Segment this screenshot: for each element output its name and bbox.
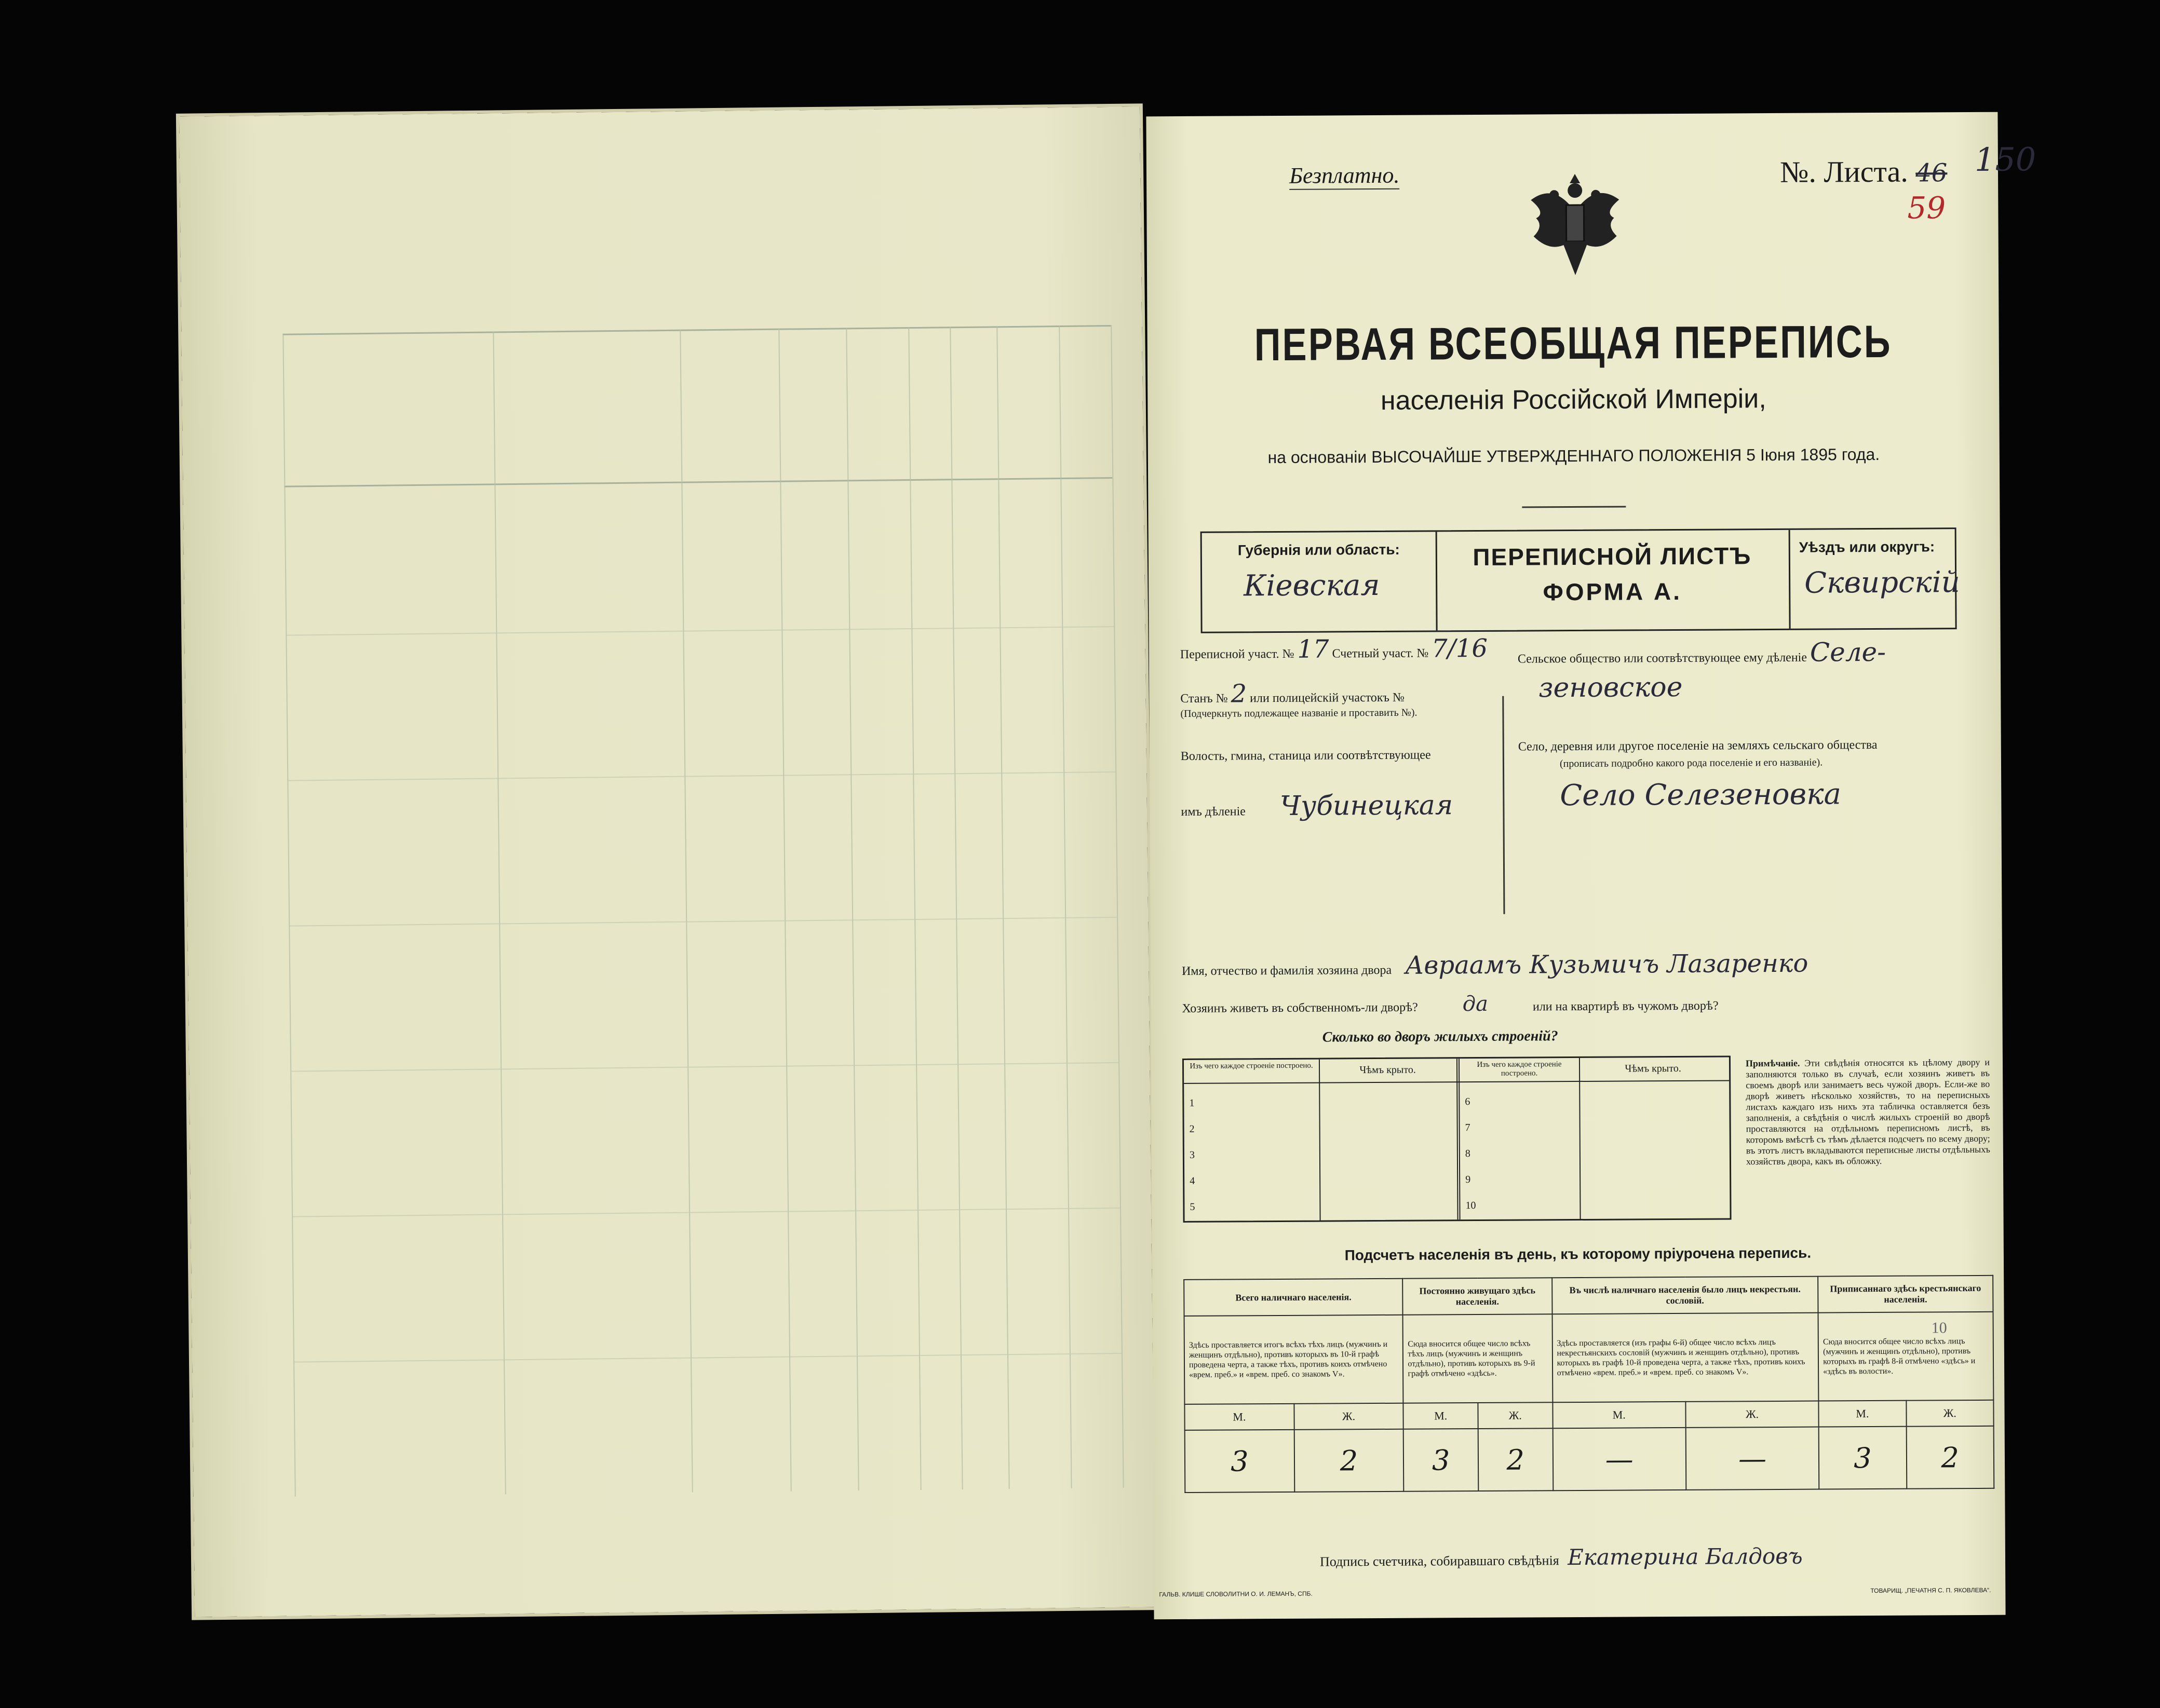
row-number: 3 [1189, 1149, 1195, 1161]
row-number: 6 [1465, 1096, 1470, 1108]
residence-line [1182, 991, 1718, 1018]
male-label: М. [1819, 1401, 1907, 1427]
lives-value: да [1462, 992, 1489, 1016]
faded-row-line [292, 1208, 1120, 1217]
uezd-label: Уѣздъ или округъ: [1799, 538, 1935, 555]
row-number: 1 [1189, 1097, 1195, 1109]
buildings-rows-right [1465, 1089, 1476, 1218]
printer-left: ГАЛЬВ. КЛИШЕ СЛОВОЛИТНИ О. И. ЛЕМАНЪ, СПБ. [1159, 1590, 1313, 1598]
signature-line [1320, 1543, 1803, 1571]
selo-note: (прописать подробно какого рода поселеніе и его названіе). [1559, 756, 1823, 770]
uezd-value: Сквирскій [1804, 565, 1960, 600]
owner-value: Авраамъ Кузьмичъ Лазаренко [1405, 948, 1808, 980]
right-page [1146, 112, 2036, 1620]
note-label: Примѣчаніе. [1745, 1058, 1800, 1069]
count-desc: Сюда вносится общее число всѣхъ тѣхъ лицъ (мужчинъ и женщинъ отдѣльно), противъ которыхъ въ 9-й графѣ отмѣчено «здѣсь». [1403, 1314, 1553, 1403]
count-head: Въ числѣ наличнаго населенія было лицъ некрестьян. сословій. [1552, 1277, 1818, 1314]
buildings-head-material: Изъ чего каждое строеніе построено. [1190, 1061, 1313, 1070]
male-label: М. [1184, 1404, 1294, 1430]
owner-line [1182, 949, 1808, 981]
count-value: 2 [1906, 1426, 1994, 1489]
perepisnoi-uchast-value: 17 [1297, 634, 1329, 664]
male-label: М. [1553, 1402, 1686, 1428]
faded-column-line [996, 326, 1009, 1489]
faded-column-line [778, 329, 791, 1492]
free-label: Безплатно. [1289, 162, 1400, 190]
count-value: 3 [1819, 1427, 1907, 1489]
obshchestvo-label: Сельское общество или соотвѣтствующее ему дѣленіе [1517, 650, 1807, 666]
faded-row-line [287, 771, 1115, 781]
count-value: 3 [1403, 1429, 1478, 1492]
volost-label-1: Волость, гмина, станица или соотвѣтствующее [1180, 748, 1431, 763]
left-page [179, 106, 1155, 1617]
faded-row-line [289, 917, 1117, 927]
guberniya-label: Губернія или область: [1237, 541, 1400, 559]
count-value: 3 [1185, 1430, 1294, 1493]
note-text: Эти свѣдѣнія относятся къ цѣлому двору и заполняются только въ случаѣ, если хозяинъ живетъ въ своемъ дворѣ или занимаетъ весь чужой дворъ. Если-же во дворѣ живетъ нѣсколько хозяйствъ, то на переписныхъ листахъ каждаго изъ нихъ эта табличка оставляется безъ заполненія, а свѣдѣнія о числѣ жилыхъ строеній во дворѣ проставляются на отдѣльномъ переписномъ листѣ, въ которомъ вмѣстѣ съ тѣмъ дѣлается подсчетъ по всему двору; въ этотъ листъ вкладываются переписные листы отдѣльныхъ хозяйствъ двора, какъ въ обложку. [1746, 1056, 1990, 1167]
form-title-2: ФОРМА А. [1543, 577, 1682, 606]
faded-column-line [282, 334, 295, 1497]
faded-column-line [1059, 326, 1072, 1488]
legal-basis: на основаніи ВЫСОЧАЙШЕ УТВЕРЖДЕННАГО ПОЛОЖЕНІЯ 5 Іюня 1895 года. [1267, 444, 1880, 467]
faded-column-line [908, 327, 921, 1490]
lives-label: Хозяинъ живетъ въ собственномъ-ли дворѣ? [1182, 1000, 1418, 1015]
male-label: М. [1403, 1403, 1478, 1429]
count-value: 2 [1478, 1428, 1553, 1491]
count-head: Постоянно живущаго здѣсь населенія. [1403, 1278, 1553, 1315]
female-label: Ж. [1478, 1402, 1553, 1429]
row-number: 5 [1190, 1201, 1195, 1213]
document-subtitle: населенія Россійской Имперіи, [1380, 384, 1766, 416]
document-title: ПЕРВАЯ ВСЕОБЩАЯ ПЕРЕПИСЬ [1254, 315, 1892, 371]
obshchestvo-value-1: Селе- [1810, 636, 1886, 668]
faded-column-line [493, 331, 506, 1494]
guberniya-value: Кіевская [1244, 568, 1380, 603]
header-box [1200, 527, 1960, 633]
buildings-head-material: Изъ чего каждое строеніе построено. [1477, 1060, 1562, 1078]
settlement-block [1517, 631, 1975, 813]
count-desc: Сюда вносится общее число всѣхъ лицъ (мужчинъ и женщинъ отдѣльно), противъ которыхъ въ графѣ 8-й отмѣчено «здѣсь» и «здѣсь въ волости». [1818, 1312, 1994, 1401]
imperial-eagle-emblem [1520, 163, 1630, 283]
faded-column-line [1111, 325, 1124, 1488]
row-number: 7 [1465, 1122, 1470, 1134]
selo-label: Село, деревня или другое поселеніе на земляхъ сельскаго общества [1518, 738, 1878, 754]
female-label: Ж. [1685, 1401, 1819, 1428]
faded-column-line [680, 330, 693, 1493]
population-count-table [1183, 1275, 1994, 1493]
stan-value: 2 [1231, 679, 1247, 709]
police-label: или полицейскій участокъ № [1250, 690, 1405, 706]
female-label: Ж. [1906, 1400, 1994, 1427]
count-head: Всего наличнаго населенія. [1184, 1279, 1403, 1316]
row-number: 10 [1465, 1200, 1476, 1212]
volost-value: Чубинецкая [1279, 790, 1453, 822]
faded-column-line [846, 328, 859, 1490]
buildings-table [1182, 1055, 1732, 1223]
row-number: 9 [1465, 1174, 1471, 1186]
selo-value: Село Селезеновка [1560, 777, 1842, 813]
row-number: 4 [1190, 1175, 1195, 1187]
faded-row-line [290, 1062, 1118, 1072]
perepisnoi-uchast-label: Переписной участ. № [1180, 647, 1294, 661]
volost-label-2: имъ дѣленіе [1181, 805, 1246, 819]
block-divider [1502, 696, 1505, 914]
buildings-head-roof: Чѣмъ крыто. [1359, 1064, 1416, 1076]
female-label: Ж. [1294, 1403, 1403, 1430]
sheet-number-red: 59 [1907, 190, 1946, 226]
faded-table-header [282, 325, 1112, 487]
stan-label: Станъ № [1180, 692, 1228, 706]
apartment-label: или на квартирѣ въ чужомъ дворѣ? [1532, 999, 1719, 1014]
signature-value: Екатерина Балдовъ [1568, 1543, 1803, 1570]
printer-right: ТОВАРИЩ. „ПЕЧАТНЯ С. П. ЯКОВЛЕВА“. [1870, 1586, 1991, 1595]
count-desc: Здѣсь проставляется итогъ всѣхъ тѣхъ лицъ (мужчинъ и женщинъ отдѣльно), противъ которыхъ въ 10-й графѣ проведена черта, а также тѣхъ, противъ коихъ отмѣчено «врем. преб.» и «врем. преб. со знакомъ V». [1184, 1315, 1403, 1404]
signature-label: Подпись счетчика, собиравшаго свѣдѣнія [1319, 1553, 1559, 1569]
count-value: 2 [1294, 1429, 1403, 1492]
faded-column-line [950, 327, 963, 1489]
count-value: — [1553, 1428, 1686, 1490]
count-value: — [1686, 1427, 1819, 1490]
buildings-question: Сколько во дворъ жилыхъ строеній? [1322, 1028, 1558, 1046]
sheet-number-label: №. Листа. 46 [1779, 154, 1948, 189]
sheet-number-new: 150 [1974, 140, 2036, 179]
row-number: 8 [1465, 1148, 1470, 1160]
form-title-1: ПЕРЕПИСНОЙ ЛИСТЪ [1473, 542, 1752, 571]
underline-note: (Подчеркнуть подлежащее названіе и проставить №). [1180, 707, 1418, 720]
buildings-note [1746, 1057, 1990, 1167]
count-desc: Здѣсь проставляется (изъ графы 6-й) общее число всѣхъ лицъ некрестьянскихъ сословій (мужчинъ и женщинъ отдѣльно), противъ которыхъ въ графѣ 10-й проведена черта, а также тѣхъ, противъ коихъ отмѣчено «врем. преб.» и «врем. преб. со знакомъ V». [1552, 1313, 1819, 1403]
buildings-rows-left [1189, 1090, 1195, 1220]
row-number: 2 [1189, 1123, 1195, 1135]
buildings-head-roof: Чѣмъ крыто. [1625, 1062, 1681, 1075]
count-head: Приписаннаго здѣсь крестьянскаго населенія. [1818, 1276, 1993, 1313]
faded-row-line [293, 1353, 1122, 1363]
margin-number: 10 [1931, 1319, 1947, 1337]
ornament-divider [1522, 506, 1626, 508]
obshchestvo-value-2: зеновское [1538, 671, 1683, 704]
schetny-uchast-value: 7/16 [1432, 633, 1488, 663]
count-title: Подсчетъ населенія въ день, къ которому пріурочена перепись. [1344, 1244, 1812, 1264]
faded-row-line [286, 626, 1114, 636]
schetny-uchast-label: Счетный участ. № [1332, 646, 1429, 661]
sheet-number-struck: 46 [1915, 158, 1948, 188]
owner-label: Имя, отчество и фамилія хозяина двора [1181, 963, 1392, 978]
